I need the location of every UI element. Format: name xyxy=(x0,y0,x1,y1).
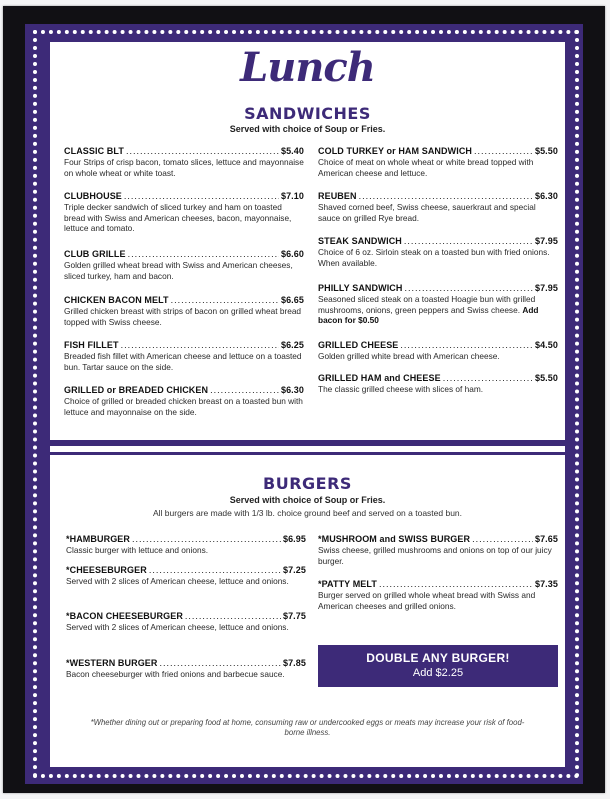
dot-leader xyxy=(185,611,281,621)
item-price: $7.75 xyxy=(282,611,306,621)
menu-item xyxy=(64,191,304,234)
dot-leader xyxy=(160,658,281,668)
dot-leader xyxy=(124,191,279,201)
item-name: CLUB GRILLE xyxy=(64,249,126,259)
item-name: COLD TURKEY or HAM SANDWICH xyxy=(318,146,473,156)
menu-item xyxy=(318,146,558,178)
section-divider-thin xyxy=(50,452,565,455)
item-name: *HAMBURGER xyxy=(66,534,130,544)
sandwiches-subheading: Served with choice of Soup or Fries. xyxy=(229,124,386,134)
item-name: STEAK SANDWICH xyxy=(318,236,402,246)
menu-item xyxy=(64,249,304,281)
menu-page xyxy=(3,6,605,793)
dot-leader xyxy=(405,283,533,293)
item-price: $6.95 xyxy=(282,534,306,544)
item-description: Swiss cheese, grilled mushrooms and onions on top of our juicy burger. xyxy=(318,545,552,566)
menu-item xyxy=(318,191,558,223)
item-price: $7.85 xyxy=(282,658,306,668)
item-price: $7.95 xyxy=(534,283,558,293)
item-description: Grilled chicken breast with strips of bacon on grilled wheat bread topped with Swiss cheese. xyxy=(64,306,302,327)
item-description: Shaved corned beef, Swiss cheese, sauerkraut and special sauce on grilled Rye bread. xyxy=(318,202,536,223)
dot-leader xyxy=(400,340,533,350)
item-price: $4.50 xyxy=(534,340,558,350)
item-name: GRILLED HAM and CHEESE xyxy=(318,373,441,383)
item-price: $5.40 xyxy=(280,146,304,156)
dot-leader xyxy=(359,191,533,201)
item-name: *MUSHROOM and SWISS BURGER xyxy=(318,534,471,544)
dot-leader xyxy=(379,579,533,589)
item-description: Golden grilled wheat bread with Swiss and American cheeses, sliced turkey, ham and bacon. xyxy=(64,260,293,281)
item-name: GRILLED or BREADED CHICKEN xyxy=(64,385,209,395)
item-description: Burger served on grilled whole wheat bread with Swiss and American cheeses and grilled onions. xyxy=(318,590,536,611)
menu-item xyxy=(318,283,558,326)
dot-leader xyxy=(472,534,533,544)
item-name: GRILLED CHEESE xyxy=(318,340,399,350)
item-description: Choice of grilled or breaded chicken breast on a toasted bun with lettuce and mayonnaise on the side. xyxy=(64,396,303,417)
menu-panel xyxy=(50,42,565,767)
item-description: Choice of meat on whole wheat or white bread topped with American cheese and lettuce. xyxy=(318,157,534,178)
menu-item xyxy=(64,385,304,417)
item-price: $7.10 xyxy=(280,191,304,201)
dot-leader xyxy=(126,146,279,156)
item-description: Classic burger with lettuce and onions. xyxy=(66,545,209,555)
double-burger-promo xyxy=(318,645,558,687)
dot-leader xyxy=(132,534,281,544)
item-price: $6.25 xyxy=(280,340,304,350)
menu-item xyxy=(318,373,558,395)
promo-title: DOUBLE ANY BURGER! xyxy=(366,651,510,665)
item-price: $6.30 xyxy=(280,385,304,395)
item-price: $7.95 xyxy=(534,236,558,246)
burgers-note: All burgers are made with 1/3 lb. choice ground beef and served on a toasted bun. xyxy=(152,508,463,518)
item-name: CLASSIC BLT xyxy=(64,146,124,156)
item-name: *WESTERN BURGER xyxy=(66,658,158,668)
promo-subtitle: Add $2.25 xyxy=(412,667,464,679)
item-description: Bacon cheeseburger with fried onions and barbecue sauce. xyxy=(66,669,285,679)
item-name: *PATTY MELT xyxy=(318,579,377,589)
menu-item xyxy=(66,658,306,680)
item-price: $7.35 xyxy=(534,579,558,589)
item-price: $7.65 xyxy=(534,534,558,544)
menu-item xyxy=(64,295,304,327)
item-price: $6.30 xyxy=(534,191,558,201)
dot-leader xyxy=(404,236,533,246)
burgers-heading: BURGERS xyxy=(263,474,352,493)
section-divider xyxy=(50,440,565,446)
item-price: $6.65 xyxy=(280,295,304,305)
item-description: Golden grilled white bread with American cheese. xyxy=(318,351,500,361)
item-addon: Add bacon for $0.50 xyxy=(318,304,539,326)
item-description: Served with 2 slices of American cheese, lettuce and onions. xyxy=(66,576,289,586)
menu-item xyxy=(64,146,304,178)
dot-leader xyxy=(121,340,279,350)
menu-item xyxy=(66,611,306,633)
item-description: Triple decker sandwich of sliced turkey and ham on toasted bread with Swiss and American cheeses, bacon, mayonnaise, lettuce and tomato. xyxy=(64,202,292,234)
burgers-subheading: Served with choice of Soup or Fries. xyxy=(229,495,386,505)
dot-leader xyxy=(474,146,533,156)
item-description: Served with 2 slices of American cheese, lettuce and onions. xyxy=(66,622,289,632)
item-name: PHILLY SANDWICH xyxy=(318,283,403,293)
item-name: FISH FILLET xyxy=(64,340,119,350)
menu-item xyxy=(318,534,558,566)
item-price: $6.60 xyxy=(280,249,304,259)
menu-item xyxy=(318,340,558,362)
item-name: REUBEN xyxy=(318,191,357,201)
item-price: $7.25 xyxy=(282,565,306,575)
dot-leader xyxy=(443,373,533,383)
item-description: Seasoned sliced steak on a toasted Hoagie bun with grilled mushrooms, onions, green peppers and Swiss cheese. xyxy=(318,294,536,315)
item-description: The classic grilled cheese with slices of ham. xyxy=(318,384,484,394)
item-name: CLUBHOUSE xyxy=(64,191,122,201)
item-price: $5.50 xyxy=(534,373,558,383)
dot-leader xyxy=(149,565,281,575)
food-safety-disclaimer: *Whether dining out or preparing food at home, consuming raw or undercooked eggs or meats may increase your risk of food-borne illness. xyxy=(90,718,525,737)
item-name: *CHEESEBURGER xyxy=(66,565,147,575)
item-name: *BACON CHEESEBURGER xyxy=(66,611,183,621)
item-description: Choice of 6 oz. Sirloin steak on a toasted bun with fried onions. When available. xyxy=(318,247,550,268)
dot-leader xyxy=(171,295,279,305)
menu-item xyxy=(318,579,558,611)
item-description: Breaded fish fillet with American cheese and lettuce on a toasted bun. Tartar sauce on the side. xyxy=(64,351,302,372)
menu-item xyxy=(66,565,306,587)
menu-item xyxy=(64,340,304,372)
item-description: Four Strips of crisp bacon, tomato slices, lettuce and mayonnaise on whole wheat or white toast. xyxy=(64,157,304,178)
sandwiches-heading: SANDWICHES xyxy=(244,104,371,123)
item-price: $5.50 xyxy=(534,146,558,156)
menu-item xyxy=(66,534,306,556)
item-name: CHICKEN BACON MELT xyxy=(64,295,169,305)
dot-leader xyxy=(128,249,279,259)
menu-item xyxy=(318,236,558,268)
menu-title: Lunch xyxy=(240,44,375,91)
dot-leader xyxy=(210,385,279,395)
